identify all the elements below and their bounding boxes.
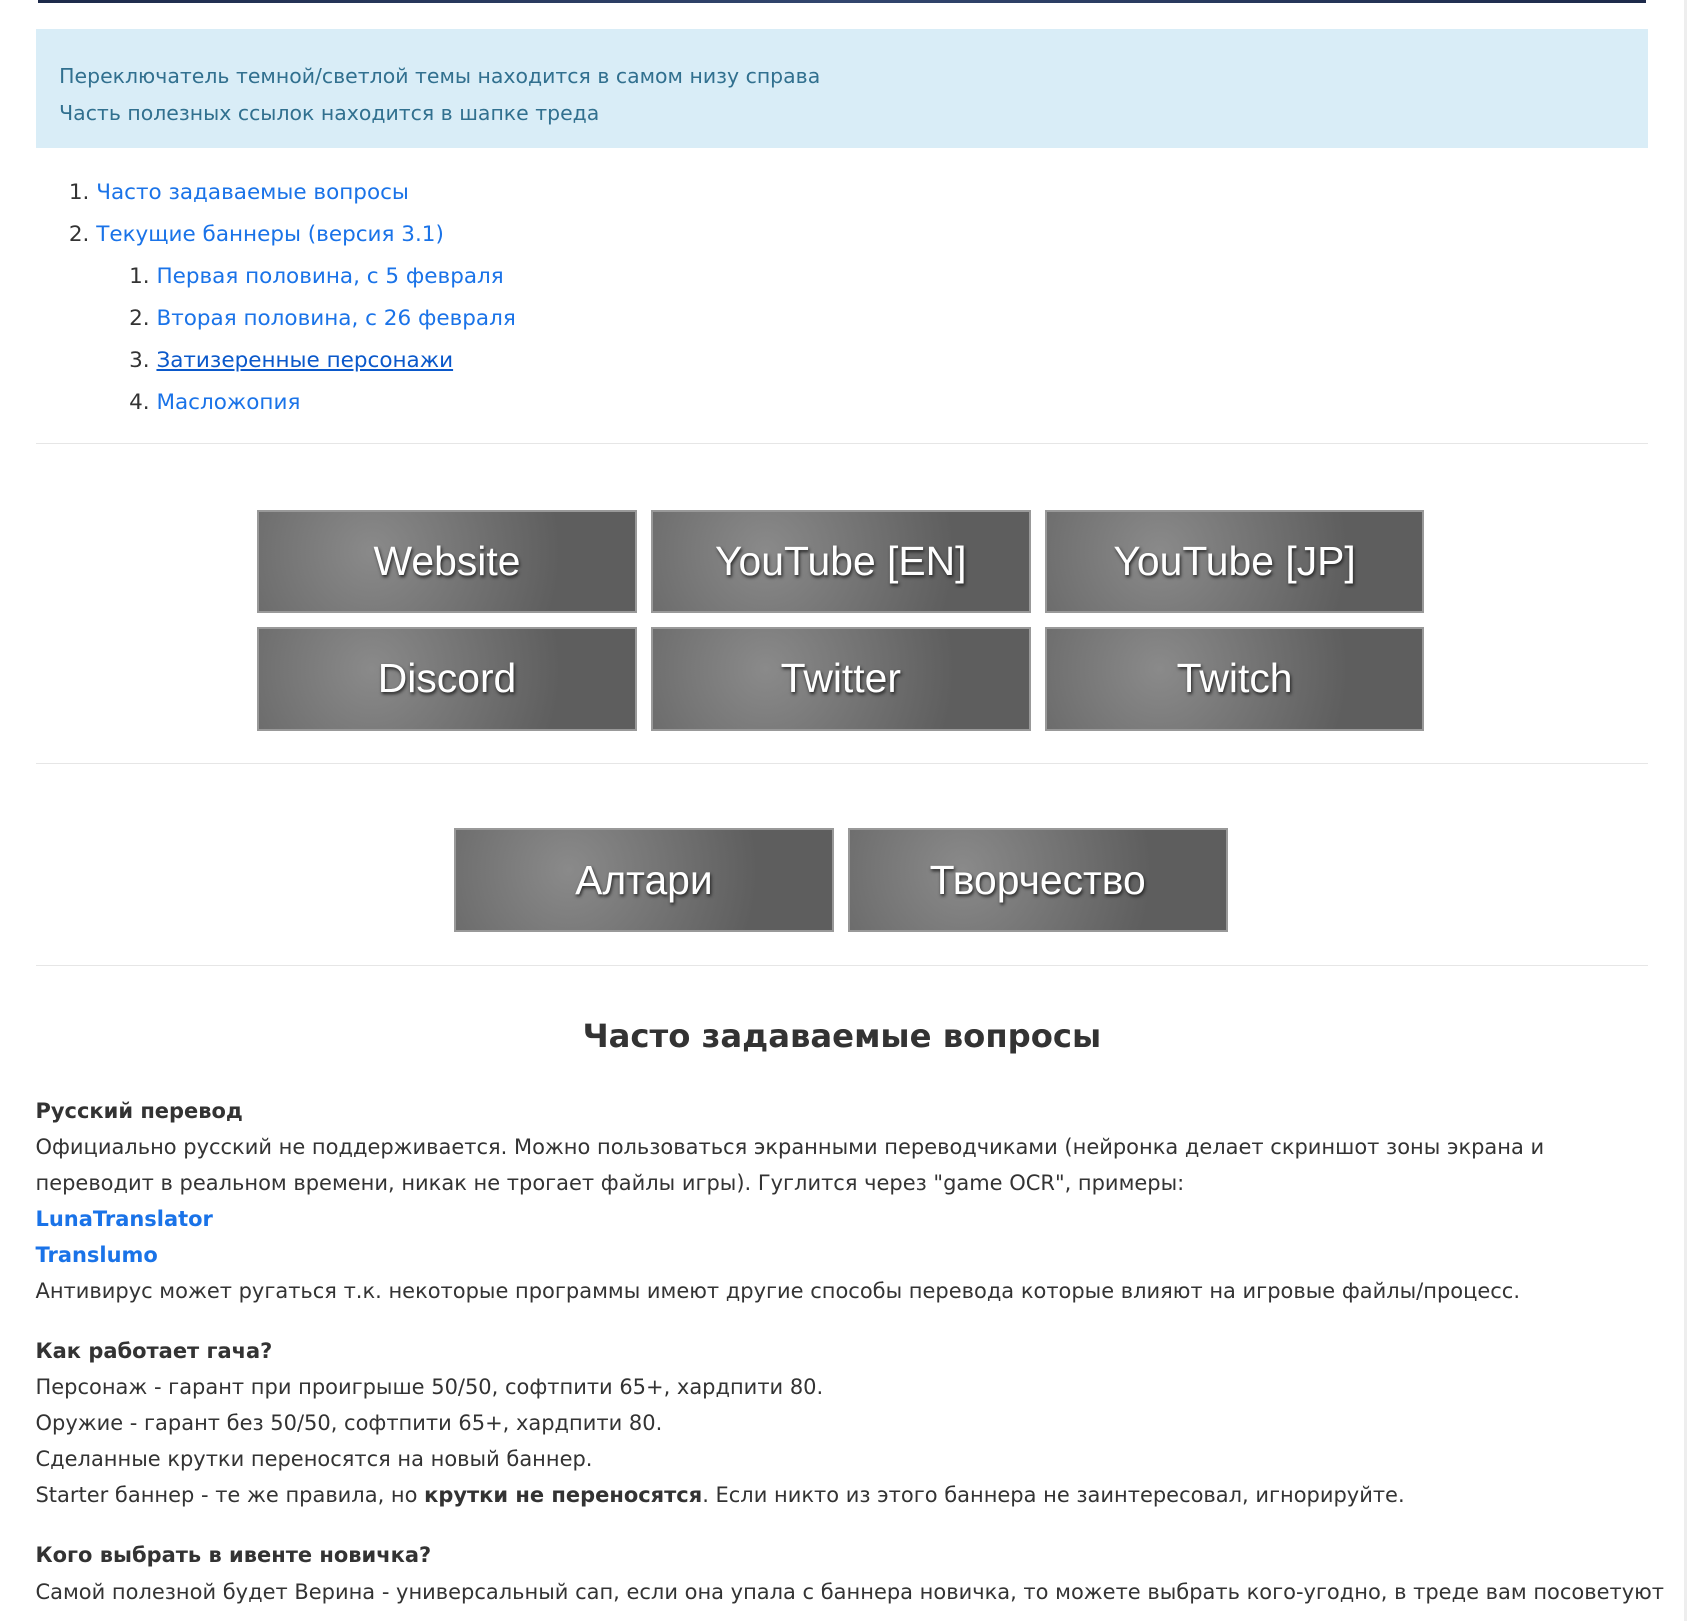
faq-answer: Самой полезной будет Верина - универсальный сап, если она упала с баннера новичка, то можете выбрать кого-угодно, в треде вам посоветуют xyxy=(35,1579,1664,1604)
banner-twitch[interactable]: Twitch xyxy=(1045,627,1425,730)
faq-answer: Персонаж - гарант при проигрыше 50/50, софтпити 65+, хардпити 80. xyxy=(35,1375,824,1400)
faq-newbie xyxy=(35,1537,1664,1609)
toc-num: 1. xyxy=(68,180,90,206)
toc-num: 2. xyxy=(129,306,150,331)
faq-answer: Антивирус может ругаться т.к. некоторые программы имеют другие способы перевода которые влияют на игровые файлы/процесс. xyxy=(35,1279,1520,1304)
divider xyxy=(36,443,1649,444)
divider xyxy=(36,965,1649,966)
toc-link-faq[interactable]: Часто задаваемые вопросы xyxy=(96,180,409,206)
banner-altari[interactable]: Алтари xyxy=(454,828,834,931)
faq-title: Часто задаваемые вопросы xyxy=(582,1016,1102,1055)
faq-gacha xyxy=(36,1333,1649,1513)
banner-twitter[interactable]: Twitter xyxy=(651,627,1031,730)
link-lunatranslator[interactable]: LunaTranslator xyxy=(35,1207,213,1232)
faq-answer: Сделанные крутки переносятся на новый баннер. xyxy=(35,1447,593,1472)
table-of-contents xyxy=(69,172,516,424)
header-banner-edge xyxy=(38,0,1646,3)
toc-link-banners[interactable]: Текущие баннеры (версия 3.1) xyxy=(96,222,444,248)
faq-question: Русский перевод xyxy=(35,1099,243,1124)
banner-discord[interactable]: Discord xyxy=(257,627,637,730)
faq-question: Как работает гача? xyxy=(35,1339,273,1364)
banner-youtube-en[interactable]: YouTube [EN] xyxy=(651,510,1031,613)
alert-line: Переключатель темной/светлой темы находится в самом низу справа xyxy=(59,64,821,89)
toc-num: 4. xyxy=(129,389,150,415)
banner-youtube-jp[interactable]: YouTube [JP] xyxy=(1045,510,1425,613)
faq-answer: Оружие - гарант без 50/50, софтпити 65+, хардпити 80. xyxy=(35,1411,663,1436)
toc-link-teased[interactable]: Затизеренные персонажи xyxy=(156,347,454,373)
text: Starter баннер - те же правила, но xyxy=(35,1483,425,1508)
link-translumo[interactable]: Translumo xyxy=(35,1243,158,1268)
toc-num: 3. xyxy=(129,347,150,373)
toc-num: 2. xyxy=(68,222,90,248)
faq-answer xyxy=(36,1477,1649,1513)
text: . Если никто из этого баннера не заинтересовал, игнорируйте. xyxy=(702,1483,1405,1508)
faq-question: Кого выбрать в ивенте новичка? xyxy=(35,1543,432,1568)
toc-link-second-half[interactable]: Вторая половина, с 26 февраля xyxy=(156,306,516,331)
alert-line: Часть полезных ссылок находится в шапке треда xyxy=(59,100,600,125)
faq-russian xyxy=(36,1093,1649,1309)
banner-tvorchestvo[interactable]: Творчество xyxy=(848,828,1228,931)
toc-num: 1. xyxy=(129,264,150,290)
banner-website[interactable]: Website xyxy=(257,510,637,613)
toc-link-maslozhopiya[interactable]: Масложопия xyxy=(156,389,301,415)
bold-text: крутки не переносятся xyxy=(424,1483,703,1508)
faq-answer: Официально русский не поддерживается. Можно пользоваться экранными переводчиками (нейронка делает скриншот зоны экрана и переводит в реальном времени, никак не трогает файлы игры). Гуглится через "game OCR", примеры: xyxy=(35,1135,1545,1196)
info-alert xyxy=(36,29,1649,148)
toc-link-first-half[interactable]: Первая половина, с 5 февраля xyxy=(156,264,504,290)
divider xyxy=(36,763,1649,764)
